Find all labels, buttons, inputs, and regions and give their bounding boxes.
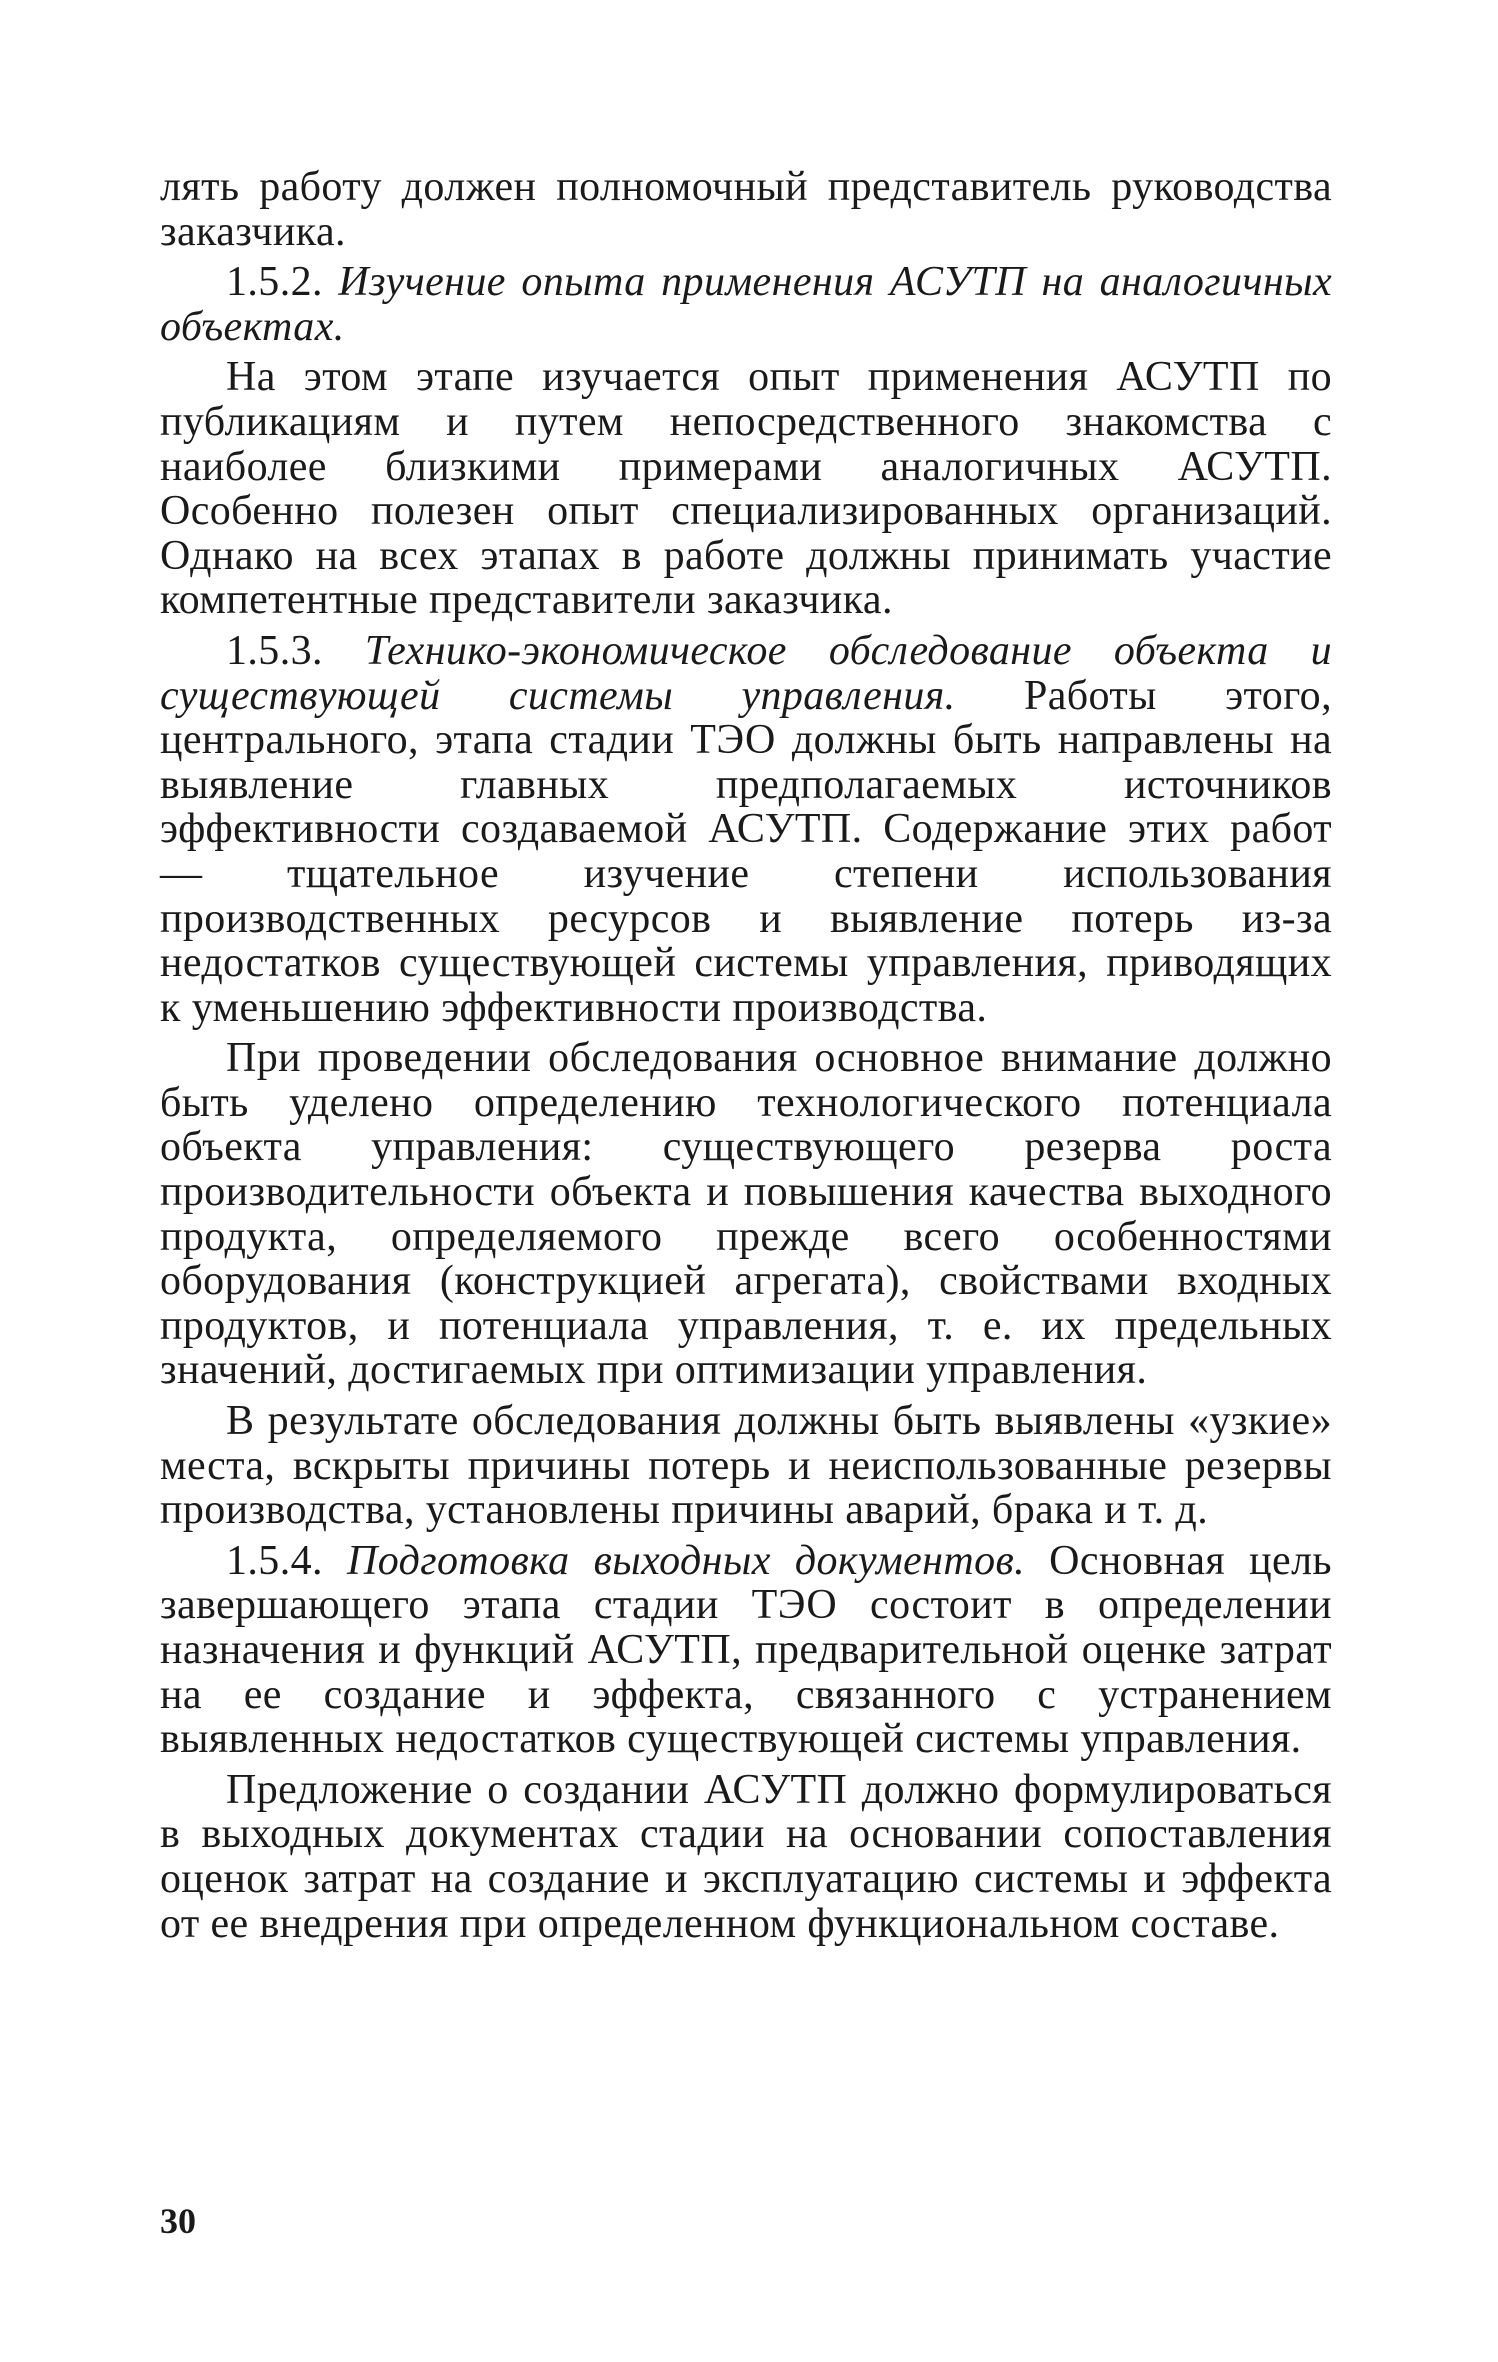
section-number: 1.5.3.: [226, 627, 323, 674]
section-1-5-3: [160, 629, 1332, 1030]
section-title: Технико-экономическое обследование объекта и существующей системы управления.: [160, 627, 1333, 719]
section-text: Работы этого, центрального, этапа стадии ТЭО должны быть направлены на выявление главных предполагаемых источников эффективности создаваемой АСУТП. Содержание этих работ — тщательное изучение степени использования производственных ресурсов и выявление потерь из-за недостатков существующей системы управления, приводящих к уменьшению эффективности производства.: [160, 672, 1332, 1031]
section-title: Изучение опыта применения АСУТП на аналогичных объектах.: [160, 259, 1332, 350]
section-number: 1.5.4.: [226, 1537, 323, 1584]
section-title: Подготовка выходных документов.: [347, 1537, 1026, 1584]
section-text: Основная цель завершающего этапа стадии ТЭО состоит в определении назначения и функций АСУТП, предварительной оценке затрат на ее создание и эффекта, связанного с устранением выявленных недостатков существующей системы управления.: [160, 1537, 1332, 1763]
paragraph: Предложение о создании АСУТП должно формулироваться в выходных документах стадии на основании сопоставления оценок затрат на создание и эксплуатацию системы и эффекта от ее внедрения при определенном функциональном составе.: [160, 1766, 1332, 1947]
paragraph: На этом этапе изучается опыт применения АСУТП по публикациям и путем непосредственного знакомства с наиболее близкими примерами аналогичных АСУТП. Особенно полезен опыт специализированных организаций. Однако на всех этапах в работе должны принимать участие компетентные представители заказчика.: [160, 354, 1332, 624]
section-number: 1.5.2.: [226, 259, 323, 306]
section-1-5-2-heading: [160, 260, 1332, 349]
page-number: 30: [160, 2201, 196, 2241]
section-1-5-4: [160, 1539, 1332, 1762]
paragraph: При проведении обследования основное внимание должно быть уделено определению технологического потенциала объекта управления: существующего резерва роста производительности объекта и повышения качества выходного продукта, определяемого прежде всего особенностями оборудования (конструкцией агрегата), свойствами входных продуктов, и потенциала управления, т. е. их предельных значений, достигаемых при оптимизации управления.: [160, 1035, 1332, 1394]
paragraph: В результате обследования должны быть выявлены «узкие» места, вскрыты причины потерь и неиспользованные резервы производства, установлены причины аварий, брака и т. д.: [160, 1398, 1332, 1534]
paragraph-continuation: лять работу должен полномочный представитель руководства заказчика.: [160, 164, 1332, 255]
page-body: [160, 165, 1332, 1952]
